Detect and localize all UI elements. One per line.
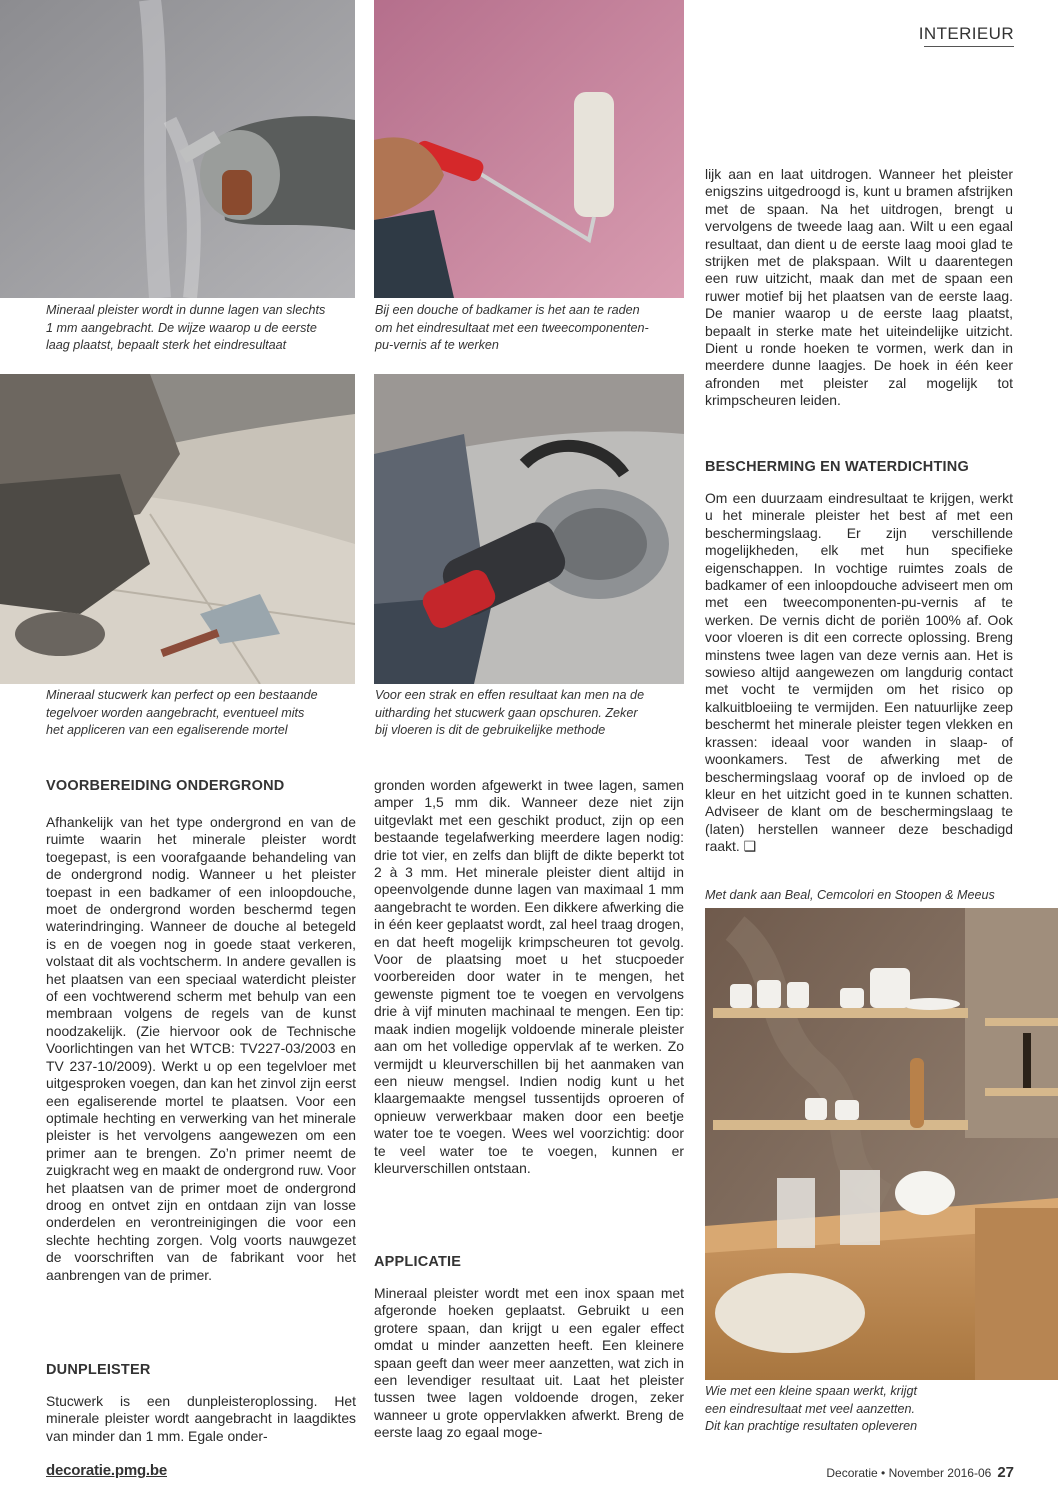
section-title-underline — [924, 46, 1014, 47]
body-bescherming: Om een duurzaam eindresultaat te krijgen, werkt u het minerale pleister het best af met een beschermingslaag. Er zijn verschillende mogelijkheden, elk met hun specifieke eigenschappen. In vochtige ruimtes zoals de badkamer of een inloopdouche adviseert men om met een tweecomponenten-pu-vernis af te werken. De vernis dicht de poriën 100% af. Ook voor vloeren is dit een correcte oplossing. Breng minstens twee lagen van deze vernis aan. Het is sowieso altijd aangewezen om langdurig contact met vocht te vermijden om het risico op kalkuitbloeiing te vermijden. Een natuurlijke zeep beschermt het minerale pleister tegen vlekken en krassen: ideaal voor wanden in slaap- of woonkamers. Test de afwerking met de beschermingslaag vooraf op de invloed op de kleur en het uitzicht goed in te kunnen schatten. Adviseer de klant om de beschermingslaag te (laten) herstellen wanneer deze beschadigd raakt. ❑ — [705, 490, 1013, 855]
acknowledgement: Met dank aan Beal, Cemcolori en Stoopen & Meeus — [705, 888, 995, 902]
heading-bescherming: BESCHERMING EN WATERDICHTING — [705, 459, 969, 475]
floor-sanding-photo — [374, 374, 684, 684]
kitchen-shelves-photo — [705, 908, 1058, 1380]
caption-2: Bij een douche of badkamer is het aan te raden om het eindresultaat met een tweecomponenten- pu-vernis af te werken — [375, 303, 649, 352]
section-title: INTERIEUR — [918, 24, 1014, 43]
caption-3: Mineraal stucwerk kan perfect op een bestaande tegelvoer worden aangebracht, eventueel mits het appliceren van een egaliserende mortel — [46, 688, 318, 737]
heading-voorbereiding: VOORBEREIDING ONDERGROND — [46, 778, 285, 794]
heading-applicatie: APPLICATIE — [374, 1254, 462, 1270]
body-applicatie-continued: lijk aan en laat uitdrogen. Wanneer het pleister enigszins uitgedroogd is, kunt u bramen afstrijken met de spaan. Na het uitdrogen, brengt u vervolgens de tweede laag aan. Wilt u een egaal resultaat, dan dient u de eerste laag mooi glad te strijken met de plakspaan. Wilt u daarentegen een ruw uitzicht, maak dan met de spaan een ruwer motief bij het plaatsen van de eerste laag. De manier waarop u de eerste laag plaatst, bepaalt in sterke mate het uiteindelijke uitzicht. Dient u ronde hoeken te vormen, werk dan in meerdere dunne laagjes. De hoek in één keer afronden met pleister zal mogelijk tot krimpscheuren leiden. — [705, 166, 1013, 409]
roller-on-pink-wall-photo — [374, 0, 684, 298]
body-applicatie: Mineraal pleister wordt met een inox spaan met afgeronde hoeken geplaatst. Gebruikt u een grotere spaan, dan krijgt u een egaler effect omdat u minder aanzetten heeft. Een kleinere spaan geeft dan weer meer aanzetten, wat zich in een levendiger resultaat uit. Laat het pleister tussen twee lagen voldoende drogen, zeker wanneer u grote oppervlakken afwerkt. Breng de eerste laag zo egaal moge- — [374, 1285, 684, 1441]
page-number: 27 — [997, 1464, 1014, 1481]
body-dunpleister-continued: gronden worden afgewerkt in twee lagen, samen amper 1,5 mm dik. Wanneer deze niet zijn uitgevlakt met een geschikt product, zijn op een bestaande tegelafwerking meerdere lagen nodig: drie tot vier, en zelfs dan blijft de dikte beperkt tot 2 à 3 mm. Het minerale pleister dient altijd in opeenvolgende dunne lagen van maximaal 1 mm aangebracht te worden. Een dikkere afwerking die in één keer geplaatst wordt, zal heel traag drogen, en dat heeft mogelijk krimpscheuren tot gevolg. Voor de plaatsing moet u het stucpoeder voorbereiden door water in te mengen, het gewenste pigment toe te voegen en vervolgens drie à vijf minuten machinaal te mengen. Een tip: maak indien mogelijk voldoende minerale pleister aan om het volledige oppervlak af te werken. Zo vermijdt u kleurverschillen bij het aanmaken van een nieuw mengsel. Indien nodig kunt u het klaargemaakte mengsel tussentijds oproeren of opnieuw verwerkbaar maken door een beetje water toe te voegen. Wees wel voorzichtig: door te veel water toe te voegen, kunnen er kleurverschillen ontstaan. — [374, 777, 684, 1176]
caption-1: Mineraal pleister wordt in dunne lagen van slechts 1 mm aangebracht. De wijze waarop u de eerste laag plaatst, bepaalt sterk het eindresultaat — [46, 303, 326, 352]
caption-4: Voor een strak en effen resultaat kan men na de uitharding het stucwerk gaan opschuren. Zeker bij vloeren is dit de gebruikelijke methode — [375, 688, 645, 737]
website-link[interactable]: decoratie.pmg.be — [46, 1462, 167, 1479]
caption-5: Wie met een kleine spaan werkt, krijgt een eindresultaat met veel aanzetten. Dit kan prachtige resultaten opleveren — [705, 1384, 918, 1433]
body-voorbereiding: Afhankelijk van het type ondergrond en van de ruimte waarin het minerale pleister wordt toegepast, is een voorafgaande behandeling van de ondergrond nodig. Wanneer u het pleister toepast in een badkamer of een inloopdouche, moet de ondergrond worden beschermd tegen waterindringing. Wanneer de douche al betegeld is en de voegen nog in goede staat verkeren, volstaat dit als vochtscherm. In andere gevallen is het plaatsen van een speciaal waterdicht pleister of een vochtwerend scherm met behulp van een membraan volgens de regels van de kunst noodzakelijk. (Zie hiervoor ook de Technische Voorlichtingen van het WTCB: TV227-03/2003 en TV 237-10/2009). Werkt u op een tegelvloer met uitgesproken voegen, dan kan het zinvol zijn eerst een egaliserende mortel te plaatsen. Voor een optimale hechting en verwerking van het minerale pleister is het vervolgens aangewezen om een primer aan te brengen. Zo’n primer neemt de zuigkracht weg en maakt de ondergrond ruw. Voor het plaatsen van de primer moet de ondergrond droog en ontvet zijn en ontdaan zijn van losse onderdelen en verontreinigingen die voor een slechte hechting zorgen. Volg voorts nauwgezet de voorschriften van de fabrikant voor het aanbrengen van de primer. — [46, 814, 356, 1283]
heading-dunpleister: DUNPLEISTER — [46, 1362, 151, 1378]
body-dunpleister: Stucwerk is een dunpleisteroplossing. Het minerale pleister wordt aangebracht in laagdiktes van minder dan 1 mm. Egale onder- — [46, 1393, 356, 1444]
trowel-on-wall-photo — [0, 0, 355, 298]
issue-label: Decoratie • November 2016-06 — [826, 1466, 992, 1480]
page-footer — [826, 1464, 1014, 1481]
floor-plastering-photo — [0, 374, 355, 684]
